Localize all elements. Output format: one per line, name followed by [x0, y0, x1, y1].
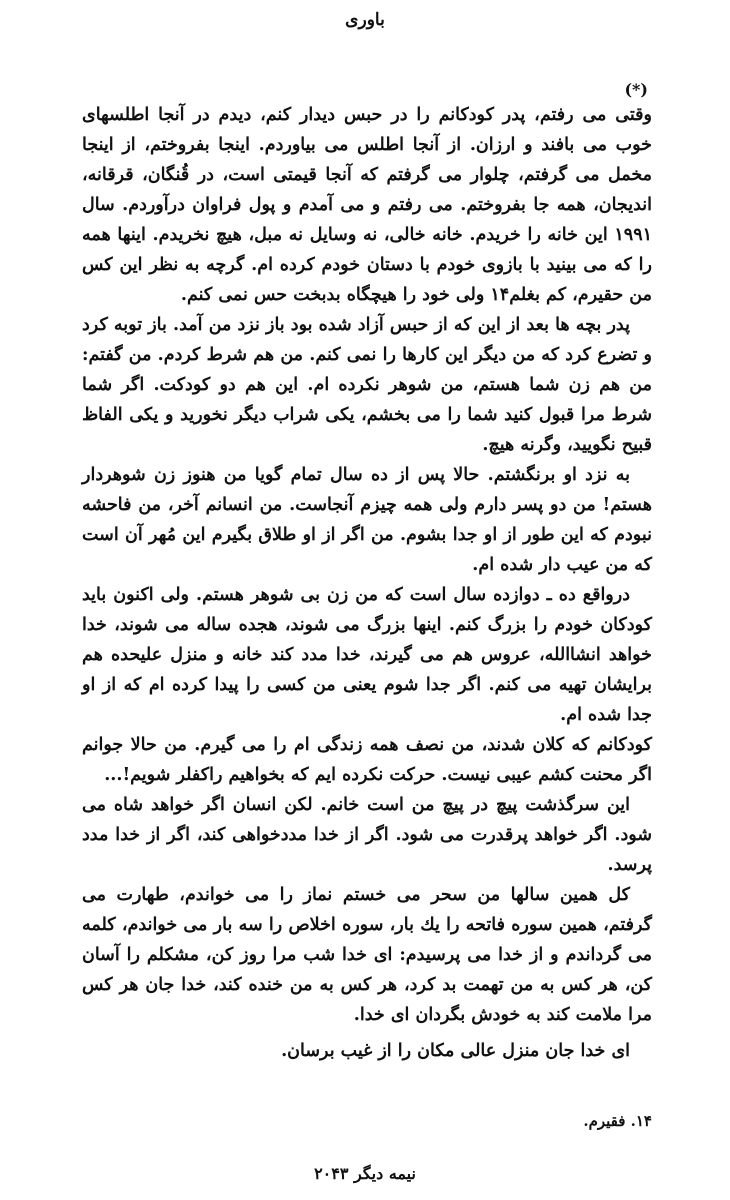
page-footer: نیمه دیگر ۲۰۴۳	[314, 1164, 416, 1183]
body-text	[82, 100, 652, 1066]
paragraph: وقتی می رفتم، پدر کودکانم را در حبس دیدار کنم، دیدم در آنجا اطلسهای خوب می بافند و ارزان. از آنجا اطلس می بیاوردم. اینجا بفروختم، از اینجا مخمل می گرفتم، چلوار می گرفتم که آنجا قیمتی است، در قُنگان، قرقانه، اندیجان، همه جا بفروختم. می رفتم و می آمدم و پول فراوان درآوردم. سال ۱۹۹۱ این خانه را خریدم. خانه خالی، نه وسایل نه مبل، هیچ نخریدم. اینها همه را که می بینید با بازوی خودم با دستان خودم کرده ام. گرچه به نظر این کس من حقیرم، کم بغلم۱۴ ولی خود را هیچگاه بدبخت حس نمی کنم.	[82, 105, 652, 305]
section-marker: (*)	[624, 80, 648, 99]
paragraph: به نزد او برنگشتم. حالا پس از ده سال تمام گویا من هنوز زن شوهردار هستم! من دو پسر دارم ولی همه چیزم آنجاست. من انسانم آخر، من فاحشه نبودم که این طور از او جدا بشوم. من اگر از او طلاق بگیرم این مُهر آن است که من عیب دار شده ام.	[82, 465, 652, 575]
footnote: ۱۴. فقیرم.	[583, 1112, 652, 1130]
paragraph: کودکانم که کلان شدند، من نصف همه زندگی ام را می گیرم. من حالا جوانم اگر محنت کشم عیبی نیست. حرکت نکرده ایم که بخواهیم راکفلر شویم!...	[82, 735, 652, 785]
paragraph: این سرگذشت پیچ در پیچ من است خانم. لکن انسان اگر خواهد شاه می شود. اگر خواهد پرقدرت می شود. اگر از خدا مددخواهی کند، اگر از خدا مدد پرسد.	[82, 795, 652, 875]
paragraph: درواقع ده ـ دوازده سال است که من زن بی شوهر هستم. ولی اکنون باید کودکان خودم را بزرگ کنم. اینها بزرگ می شوند، هجده ساله می شوند، خدا خواهد انشاالله، عروس هم می گیرند، خدا مدد کند خانه و منزل علیحده هم برایشان تهیه می کنم. اگر جدا شوم یعنی من کسی را پیدا کرده ام که از او جدا شده ام.	[82, 585, 652, 725]
paragraph: کل همین سالها من سحر می خستم نماز را می خواندم، طهارت می گرفتم، همین سوره فاتحه را یك بار، سوره اخلاص را سه بار می خواندم، کلمه می گرداندم و از خدا می پرسیدم: ای خدا شب مرا روز کن، مشکلم را آسان کن، هر کس به من تهمت بد کرد، هر کس به من خنده کند، خدا جان هر کس مرا ملامت کند به خودش بگردان ای خدا.	[82, 885, 652, 1025]
running-head: باوری	[345, 10, 385, 30]
paragraph: پدر بچه ها بعد از این که از حبس آزاد شده بود باز نزد من آمد. باز توبه کرد و تضرع کرد که من دیگر این کارها را نمی کنم. من هم شرط کردم. من گفتم: من هم زن شما هستم، من شوهر نکرده ام. این هم دو کودکت. اگر شما شرط مرا قبول کنید شما را می بخشم، یکی شراب دیگر نخورید و یکی الفاظ قبیح نگویید، وگرنه هیچ.	[82, 315, 652, 455]
paragraph: ای خدا جان منزل عالی مکان را از غیب برسان.	[281, 1041, 630, 1061]
